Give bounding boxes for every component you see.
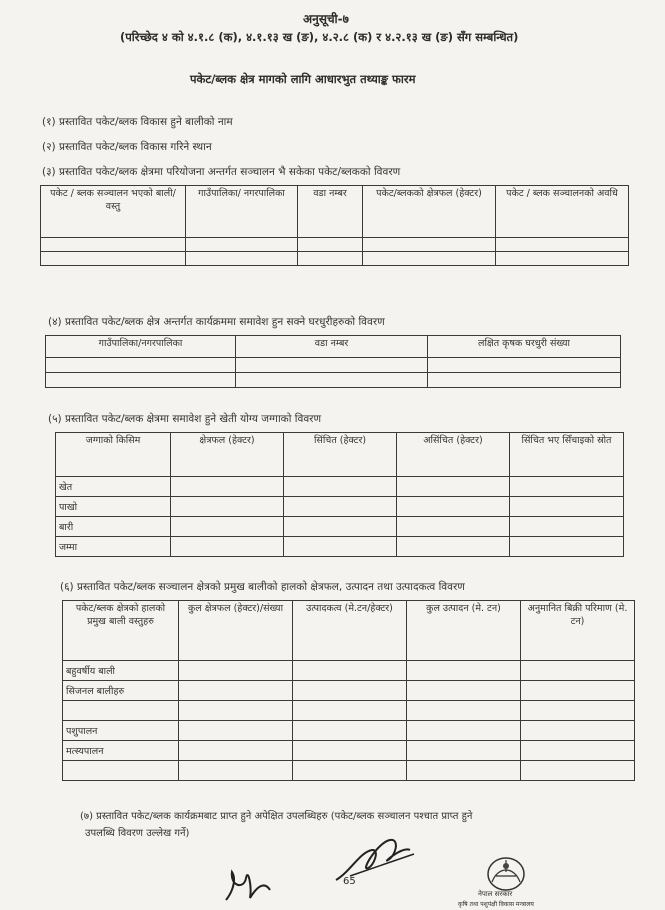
table-row <box>63 701 635 721</box>
table-row <box>56 477 624 497</box>
table-row <box>41 238 629 252</box>
item-1: (१) प्रस्तावित पकेट/ब्लक विकास हुने बालीको नाम <box>42 116 233 128</box>
row-label: खेत <box>56 477 171 497</box>
table-6-crops <box>62 600 635 781</box>
row-label: मत्स्यपालन <box>63 741 179 761</box>
table3-header: पकेट / ब्लक सञ्चालनको अवधि <box>496 186 629 238</box>
table-row <box>63 661 635 681</box>
table-row <box>56 517 624 537</box>
form-title: पकेट/ब्लक क्षेत्र मागको लागि आधारभुत तथ्याङ्क फारम <box>190 72 416 86</box>
table4-header: वडा नम्बर <box>236 336 428 358</box>
item-7-line-1: (७) प्रस्तावित पकेट/ब्लक कार्यक्रमबाट प्राप्त हुने अपेक्षित उपलब्धिहरु (पकेट/ब्लक सञ्चालन पश्चात प्राप्त हुने <box>80 811 473 822</box>
item-2: (२) प्रस्तावित पकेट/ब्लक विकास गरिने स्थान <box>42 141 212 153</box>
table-4-households <box>45 335 621 388</box>
table-row <box>46 358 621 373</box>
table4-header: गाउँपालिका/नगरपालिका <box>46 336 236 358</box>
annex-title: अनुसूची-७ <box>303 12 349 26</box>
table6-header: कुल क्षेत्रफल (हेक्टर)/संख्या <box>179 601 293 661</box>
table4-header: लक्षित कृषक घरधुरी संख्या <box>428 336 621 358</box>
table5-header: जग्गाको किसिम <box>56 433 171 477</box>
table-5-land <box>55 432 624 557</box>
item-6: (६) प्रस्तावित पकेट/ब्लक सञ्चालन क्षेत्रको प्रमुख बालीको हालको क्षेत्रफल, उत्पादन तथा उत्पादकत्व विवरण <box>60 581 465 593</box>
seal-text-line-2: कृषि तथा पशुपंक्षी विकास मन्त्रालय <box>458 901 534 908</box>
seal-text-line-1: नेपाल सरकार <box>478 890 513 898</box>
row-label: पशुपालन <box>63 721 179 741</box>
row-label: जम्मा <box>56 537 171 557</box>
table-row <box>63 721 635 741</box>
table5-header: सिंचित भए सिँचाइको स्रोत <box>510 433 624 477</box>
table6-header: पकेट/ब्लक क्षेत्रको हालको प्रमुख बाली वस्तुहरु <box>63 601 179 661</box>
table5-header: सिंचित (हेक्टर) <box>284 433 397 477</box>
table-row <box>41 252 629 266</box>
row-label: बारी <box>56 517 171 537</box>
table-row <box>63 741 635 761</box>
row-label: सिजनल बालीहरु <box>63 681 179 701</box>
table-3-pocket-details <box>40 185 629 266</box>
table6-header: कुल उत्पादन (मे. टन) <box>407 601 521 661</box>
table-row <box>56 497 624 517</box>
table-row <box>63 681 635 701</box>
item-4: (४) प्रस्तावित पकेट/ब्लक क्षेत्र अन्तर्गत कार्यक्रममा समावेश हुन सक्ने घरधुरीहरुको विवरण <box>48 316 385 328</box>
item-7-line-2: उपलब्धि विवरण उल्लेख गर्ने) <box>85 828 190 839</box>
table3-header: गाउँपालिका/ नगरपालिका <box>186 186 298 238</box>
table5-header: क्षेत्रफल (हेक्टर) <box>171 433 284 477</box>
row-label: बहुवर्षीय बाली <box>63 661 179 681</box>
initials-icon <box>222 860 282 910</box>
table6-header: उत्पादकत्व (मे.टन/हेक्टर) <box>293 601 407 661</box>
table5-header: असिंचित (हेक्टर) <box>397 433 510 477</box>
table3-header: वडा नम्बर <box>298 186 363 238</box>
item-5: (५) प्रस्तावित पकेट/ब्लक क्षेत्रमा समावेश हुने खेती योग्य जग्गाको विवरण <box>48 413 322 425</box>
table-row <box>56 537 624 557</box>
page-number: 65 <box>343 876 356 887</box>
row-label <box>63 701 179 721</box>
table6-header: अनुमानित बिक्री परिमाण (मे. टन) <box>521 601 635 661</box>
table-row <box>63 761 635 781</box>
table3-header: पकेट / ब्लक सञ्चालन भएको बाली/वस्तु <box>41 186 186 238</box>
reference-line: (परिच्छेद ४ को ४.१.८ (क), ४.१.१३ ख (ङ), ४.२.८ (क) र ४.२.१३ ख (ङ) सँग सम्बन्धित) <box>120 30 519 44</box>
item-3: (३) प्रस्तावित पकेट/ब्लक क्षेत्रमा परियोजना अन्तर्गत सञ्चालन भै सकेका पकेट/ब्लकको विवरण <box>42 166 401 178</box>
table3-header: पकेट/ब्लकको क्षेत्रफल (हेक्टर) <box>363 186 496 238</box>
row-label: पाखो <box>56 497 171 517</box>
table-row <box>46 373 621 388</box>
